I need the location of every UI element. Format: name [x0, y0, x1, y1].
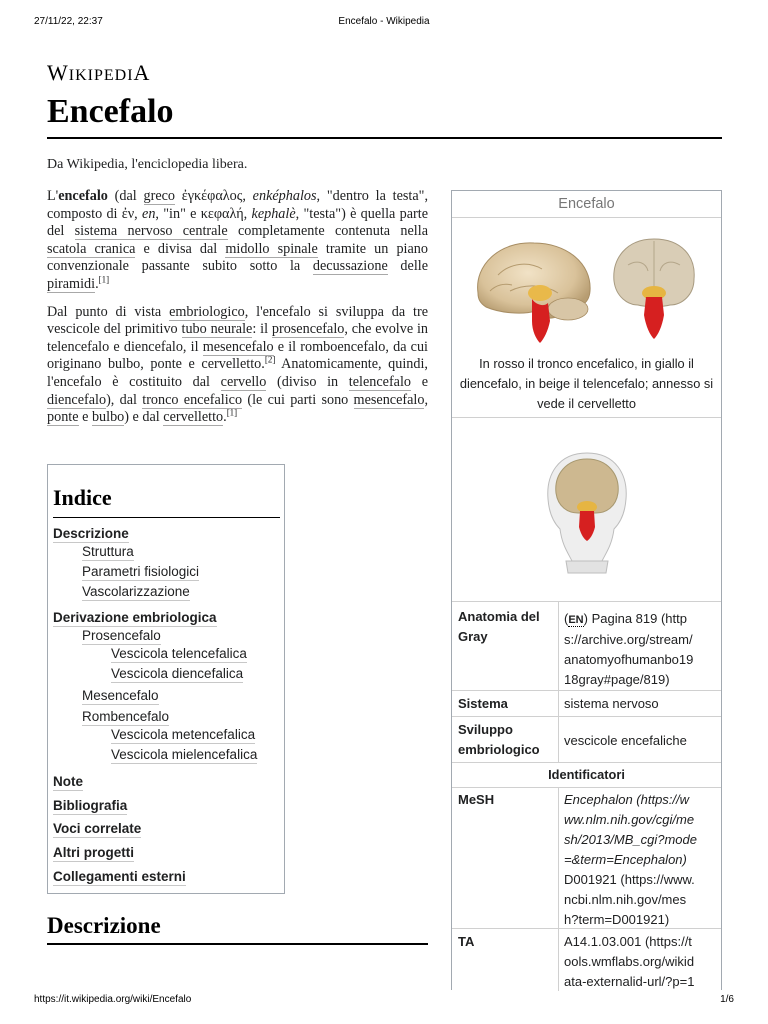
toc-item-bibliografia[interactable]: Bibliografia [53, 798, 128, 813]
infobox-value-sistema[interactable]: sistema nervoso [564, 696, 659, 711]
print-url: https://it.wikipedia.org/wiki/Encefalo [34, 994, 192, 1005]
toc-item-collegamenti-esterni[interactable]: Collegamenti esterni [53, 869, 186, 884]
infobox-value-mesh[interactable]: Encephalon (https://w ww.nlm.nih.gov/cgi/me sh/2013/MB_cgi?mode =&term=Encephalon) D001921 (https://www. ncbi.nlm.nih.gov/mes h?term=D001921) [564, 792, 697, 927]
toc-item-vescicola-mielencefalica[interactable]: Vescicola mielencefalica [111, 747, 258, 762]
infobox [451, 190, 722, 990]
infobox-label-ta: TA [458, 934, 475, 949]
brain-side-view-image[interactable] [470, 235, 596, 345]
print-footer [34, 994, 734, 1008]
print-header [34, 16, 734, 30]
page-title: Encefalo [47, 93, 174, 130]
toc-item-note[interactable]: Note [53, 774, 83, 789]
infobox-title: Encefalo [558, 196, 615, 212]
intro-paragraph-2: Dal punto di vista embriologico, l'encefalo si sviluppa da tre vescicole del primitivo tubo neurale: il prosencefalo, che evolve in telencefalo e diencefalo, il mesencefalo e il romboencefalo, da cui originano bulbo, ponte e cervelletto.[2] Anatomicamente, quindi, l'encefalo è costituito dal cervello (diviso in telencefalo e diencefalo), dal tronco encefalico (le cui parti sono mesencefalo, ponte e bulbo) e dal cervelletto.[1] [47, 303, 429, 426]
intro-paragraph-1: L'encefalo (dal greco ἐγκέφαλος, enképhalos, "dentro la testa", composto di ἐν, en, "in" e κεφαλή, kephalè, "testa") è quella parte del sistema nervoso centrale completamente contenuta nella scatola cranica e divisa dal midollo spinale tramite un piano convenzionale passante subito sotto la decussazione delle piramidi.[1] [47, 188, 428, 292]
title-divider [47, 137, 722, 139]
infobox-label-sviluppo: Sviluppo embriologico [458, 722, 540, 757]
intro-text [47, 188, 428, 437]
toc-item-altri-progetti[interactable]: Altri progetti [53, 845, 134, 860]
toc-item-vescicola-metencefalica[interactable]: Vescicola metencefalica [111, 727, 256, 742]
print-title: Encefalo - Wikipedia [338, 16, 430, 27]
infobox-section-identificatori: Identificatori [548, 767, 625, 782]
print-page-number: 1/6 [720, 994, 734, 1005]
wikipedia-logo[interactable]: WIKIPEDIA [47, 60, 151, 85]
infobox-value-sviluppo[interactable]: vescicole encefaliche [564, 733, 687, 748]
infobox-value-gray[interactable]: (EN) Pagina 819 (http s://archive.org/stream/ anatomyofhumanbo19 18gray#page/819) [564, 611, 694, 687]
section-divider [47, 943, 428, 945]
print-datetime: 27/11/22, 22:37 [34, 16, 103, 27]
toc-title: Indice [53, 485, 112, 510]
infobox-value-ta[interactable]: A14.1.03.001 (https://t ools.wmflabs.org/wikid ata-externalid-url/?p=1 [564, 934, 695, 989]
toc-item-parametri-fisiologici[interactable]: Parametri fisiologici [82, 564, 200, 579]
brain-rear-view-image[interactable] [608, 235, 700, 345]
brain-skull-image[interactable] [542, 449, 632, 579]
toc-item-voci-correlate[interactable]: Voci correlate [53, 821, 142, 836]
toc-item-vascolarizzazione[interactable]: Vascolarizzazione [82, 584, 190, 599]
toc-item-vescicola-telencefalica[interactable]: Vescicola telencefalica [111, 646, 247, 661]
infobox-image-caption: In rosso il tronco encefalico, in giallo il diencefalo, in beige il telencefalo; annesso si vede il cervelletto [459, 356, 714, 411]
infobox-label-sistema: Sistema [458, 696, 508, 711]
toc-divider [53, 517, 280, 518]
toc-item-prosencefalo[interactable]: Prosencefalo [82, 628, 161, 643]
toc-item-struttura[interactable]: Struttura [82, 544, 134, 559]
section-heading-descrizione: Descrizione [47, 913, 161, 938]
toc-item-vescicola-diencefalica[interactable]: Vescicola diencefalica [111, 666, 244, 681]
toc-item-mesencefalo[interactable]: Mesencefalo [82, 688, 159, 703]
infobox-label-mesh: MeSH [458, 792, 495, 807]
toc-item-rombencefalo[interactable]: Rombencefalo [82, 709, 170, 724]
infobox-label-gray: Anatomia del Gray [458, 609, 540, 644]
table-of-contents [47, 464, 285, 894]
tagline: Da Wikipedia, l'enciclopedia libera. [47, 157, 248, 172]
toc-item-derivazione-embriologica[interactable]: Derivazione embriologica [53, 610, 217, 625]
toc-item-descrizione[interactable]: Descrizione [53, 526, 129, 541]
